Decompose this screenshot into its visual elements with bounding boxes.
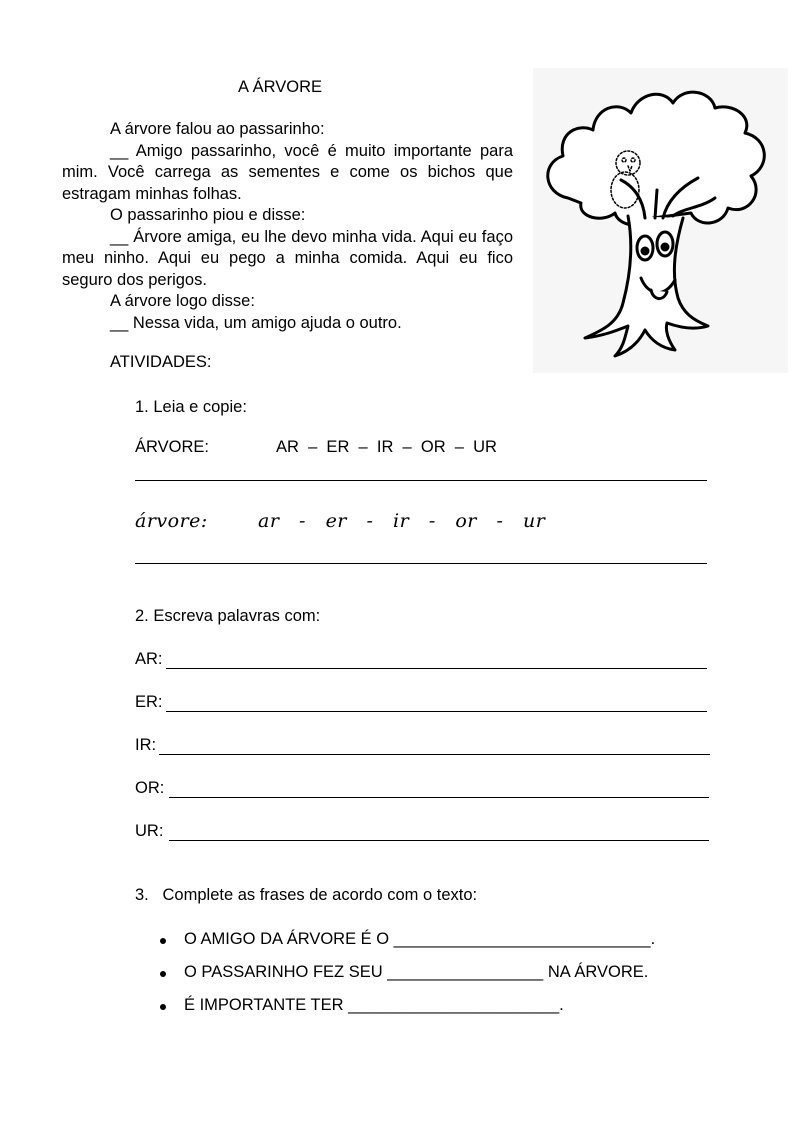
bullet-icon (160, 1004, 166, 1010)
q2-row-label: UR: (135, 822, 164, 840)
answer-line[interactable] (166, 711, 707, 712)
story-text (62, 119, 513, 334)
answer-line[interactable] (166, 668, 707, 669)
q1-label: 1. Leia e copie: (135, 398, 247, 416)
story-line: __ Árvore amiga, eu lhe devo minha vida. Aqui eu faço meu ninho. Aqui eu pego a minha comida. Aqui eu fico seguro dos perigos. (62, 227, 513, 289)
tree-with-bird-icon (533, 68, 788, 373)
story-line: A árvore logo disse: (110, 292, 255, 310)
story-line: A árvore falou ao passarinho: (110, 120, 325, 138)
q3-label: 3. Complete as frases de acordo com o texto: (135, 886, 478, 904)
bullet-icon (160, 938, 166, 944)
q2-row-label: IR: (135, 736, 157, 754)
q1-cursive-syllables: ar - er - ir - or - ur (258, 510, 546, 532)
activities-heading: ATIVIDADES: (110, 353, 212, 371)
answer-line[interactable] (135, 480, 707, 481)
page-title: A ÁRVORE (238, 78, 323, 96)
q2-row-label: OR: (135, 779, 165, 797)
answer-line[interactable] (159, 754, 710, 755)
q2-row-label: AR: (135, 650, 163, 668)
bullet-icon (160, 971, 166, 977)
answer-line[interactable] (135, 563, 707, 564)
q2-row-label: ER: (135, 693, 163, 711)
q1-print-word: ÁRVORE: (135, 438, 209, 456)
answer-line[interactable] (169, 840, 709, 841)
story-line: __ Nessa vida, um amigo ajuda o outro. (110, 313, 402, 332)
story-line: O passarinho piou e disse: (110, 206, 306, 224)
q1-print-syllables: AR – ER – IR – OR – UR (276, 438, 497, 456)
q2-label: 2. Escreva palavras com: (135, 607, 321, 625)
story-line: __ Amigo passarinho, você é muito importante para mim. Você carrega as sementes e come os bichos que estragam minhas folhas. (62, 141, 513, 203)
q1-cursive-word: árvore: (135, 510, 208, 532)
answer-line[interactable] (169, 797, 709, 798)
